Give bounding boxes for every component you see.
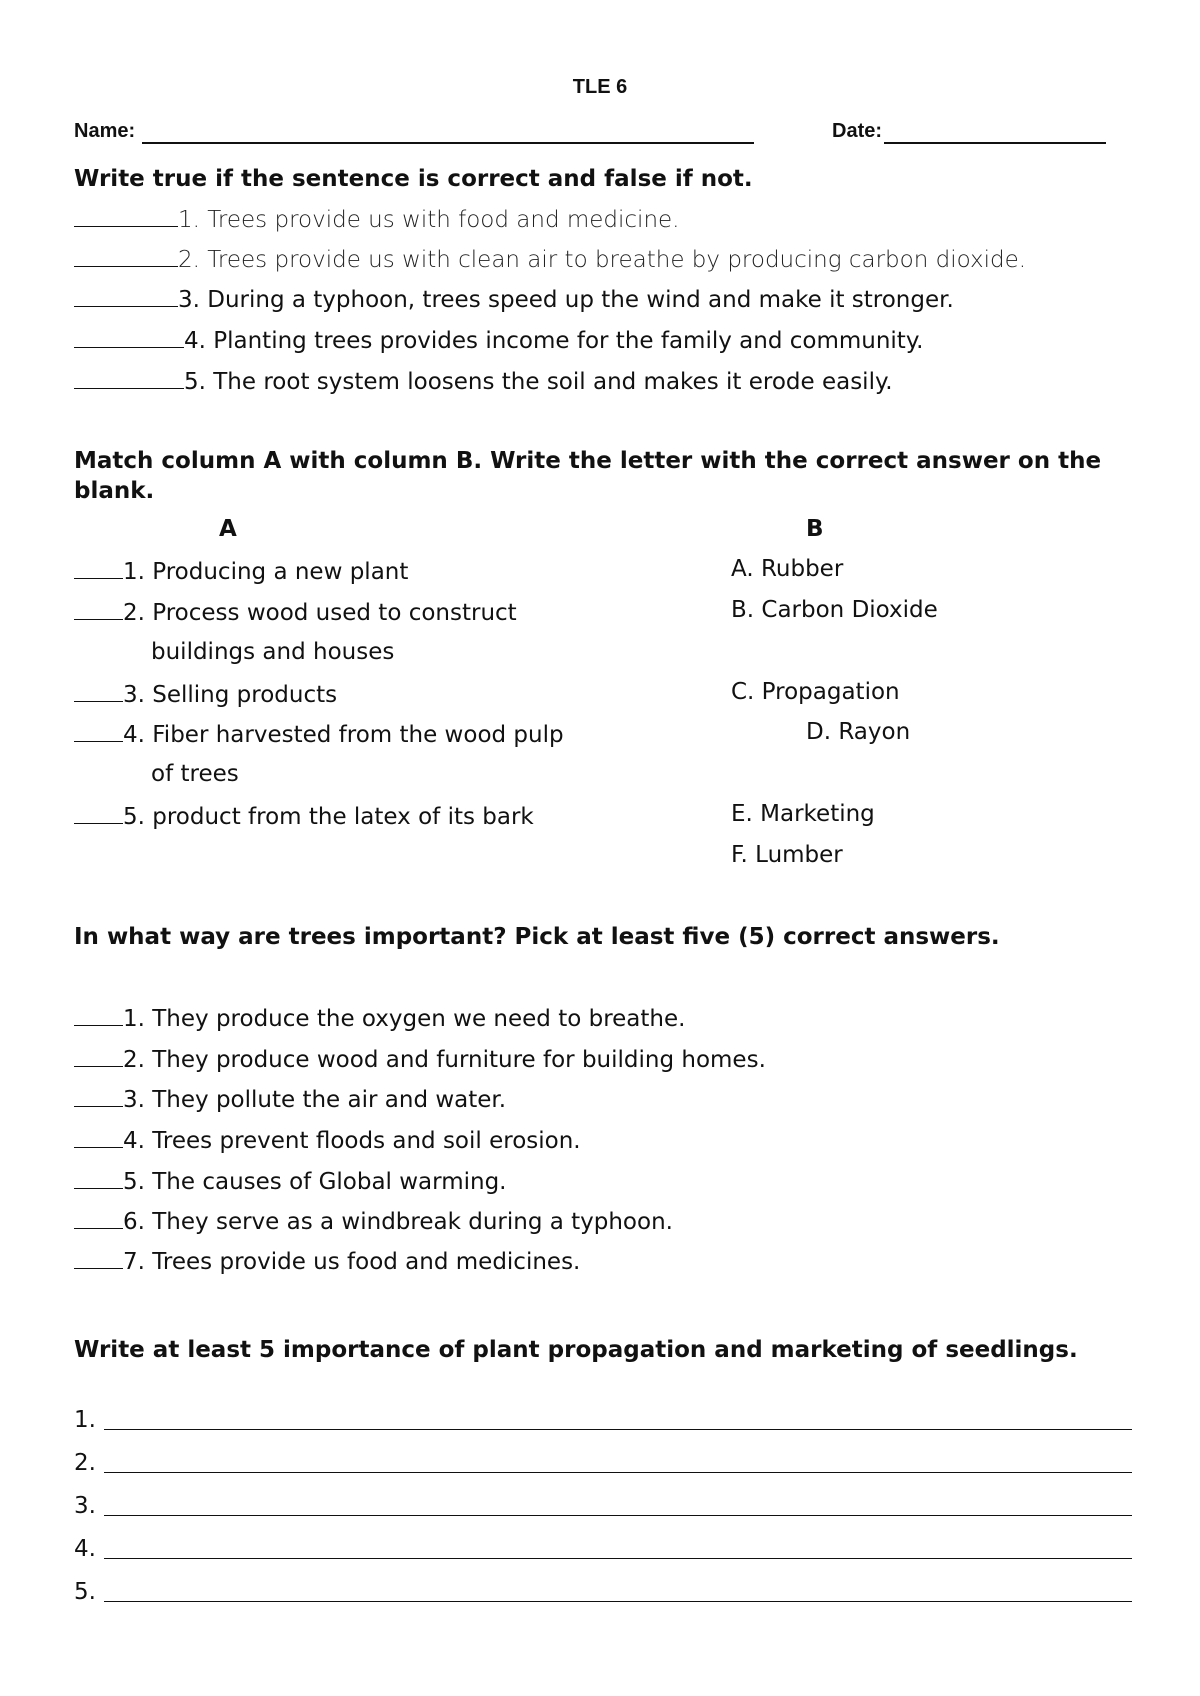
tf-item: 2. Trees provide us with clean air to breathe by producing carbon dioxide.	[74, 244, 1026, 274]
tf-item: 5. The root system loosens the soil and makes it erode easily.	[74, 366, 893, 396]
answer-line[interactable]	[104, 1515, 1132, 1516]
answer-blank[interactable]	[74, 801, 123, 824]
match-item-continuation: buildings and houses	[151, 639, 395, 665]
answer-blank[interactable]	[74, 1125, 123, 1148]
part1-instruction: Write true if the sentence is correct and false if not.	[74, 166, 753, 192]
match-item: 2. Process wood used to construct	[74, 597, 517, 627]
answer-blank[interactable]	[74, 1084, 123, 1107]
name-blank[interactable]	[142, 142, 754, 144]
part2-instruction: Match column A with column B. Write the letter with the correct answer on the blank.	[74, 448, 1102, 504]
choice-marketing: E. Marketing	[731, 801, 875, 827]
match-item: 4. Fiber harvested from the wood pulp	[74, 719, 564, 749]
answer-blank[interactable]	[74, 597, 123, 620]
answer-blank[interactable]	[74, 1166, 123, 1189]
line-number: 3.	[74, 1493, 96, 1519]
answer-line[interactable]	[104, 1558, 1132, 1559]
essay-answer-line	[74, 1493, 1132, 1523]
choice-carbon-dioxide: B. Carbon Dioxide	[731, 597, 938, 623]
column-a-header: A	[219, 516, 237, 542]
importance-item: 5. The causes of Global warming.	[74, 1166, 507, 1196]
importance-item: 1. They produce the oxygen we need to breathe.	[74, 1003, 685, 1033]
line-number: 4.	[74, 1536, 96, 1562]
answer-blank[interactable]	[74, 1044, 123, 1067]
answer-line[interactable]	[104, 1472, 1132, 1473]
match-item: 1. Producing a new plant	[74, 556, 408, 586]
tf-item: 1. Trees provide us with food and medicine.	[74, 204, 680, 234]
answer-blank[interactable]	[74, 366, 184, 389]
importance-item: 2. They produce wood and furniture for building homes.	[74, 1044, 766, 1074]
answer-blank[interactable]	[74, 325, 184, 348]
name-date-row	[74, 120, 1106, 148]
answer-blank[interactable]	[74, 1206, 123, 1229]
part4-instruction: Write at least 5 importance of plant propagation and marketing of seedlings.	[74, 1337, 1078, 1363]
choice-rubber: A. Rubber	[731, 556, 844, 582]
line-number: 2.	[74, 1450, 96, 1476]
answer-line[interactable]	[104, 1429, 1132, 1430]
answer-blank[interactable]	[74, 204, 178, 227]
tf-item: 4. Planting trees provides income for the family and community.	[74, 325, 923, 355]
essay-answer-line	[74, 1579, 1132, 1609]
answer-blank[interactable]	[74, 679, 123, 702]
essay-answer-line	[74, 1407, 1132, 1437]
column-b-header: B	[806, 516, 824, 542]
line-number: 1.	[74, 1407, 96, 1433]
answer-blank[interactable]	[74, 1003, 123, 1026]
importance-item: 3. They pollute the air and water.	[74, 1084, 506, 1114]
date-label: Date:	[832, 120, 883, 142]
choice-rayon: D. Rayon	[806, 719, 911, 745]
choice-propagation: C. Propagation	[731, 679, 900, 705]
answer-blank[interactable]	[74, 284, 178, 307]
match-item: 5. product from the latex of its bark	[74, 801, 534, 831]
essay-answer-line	[74, 1450, 1132, 1480]
tf-item: 3. During a typhoon, trees speed up the wind and make it stronger.	[74, 284, 954, 314]
importance-item: 6. They serve as a windbreak during a typhoon.	[74, 1206, 673, 1236]
part3-instruction: In what way are trees important? Pick at least five (5) correct answers.	[74, 924, 1000, 950]
date-blank[interactable]	[884, 142, 1106, 144]
worksheet-title: TLE 6	[572, 76, 628, 98]
match-item: 3. Selling products	[74, 679, 337, 709]
match-item-continuation: of trees	[151, 761, 239, 787]
choice-lumber: F. Lumber	[731, 842, 843, 868]
answer-blank[interactable]	[74, 556, 123, 579]
answer-blank[interactable]	[74, 719, 123, 742]
essay-answer-line	[74, 1536, 1132, 1566]
importance-item: 4. Trees prevent floods and soil erosion.	[74, 1125, 581, 1155]
line-number: 5.	[74, 1579, 96, 1605]
answer-line[interactable]	[104, 1601, 1132, 1602]
answer-blank[interactable]	[74, 244, 178, 267]
name-label: Name:	[74, 120, 136, 142]
importance-item: 7. Trees provide us food and medicines.	[74, 1246, 580, 1276]
answer-blank[interactable]	[74, 1246, 123, 1269]
